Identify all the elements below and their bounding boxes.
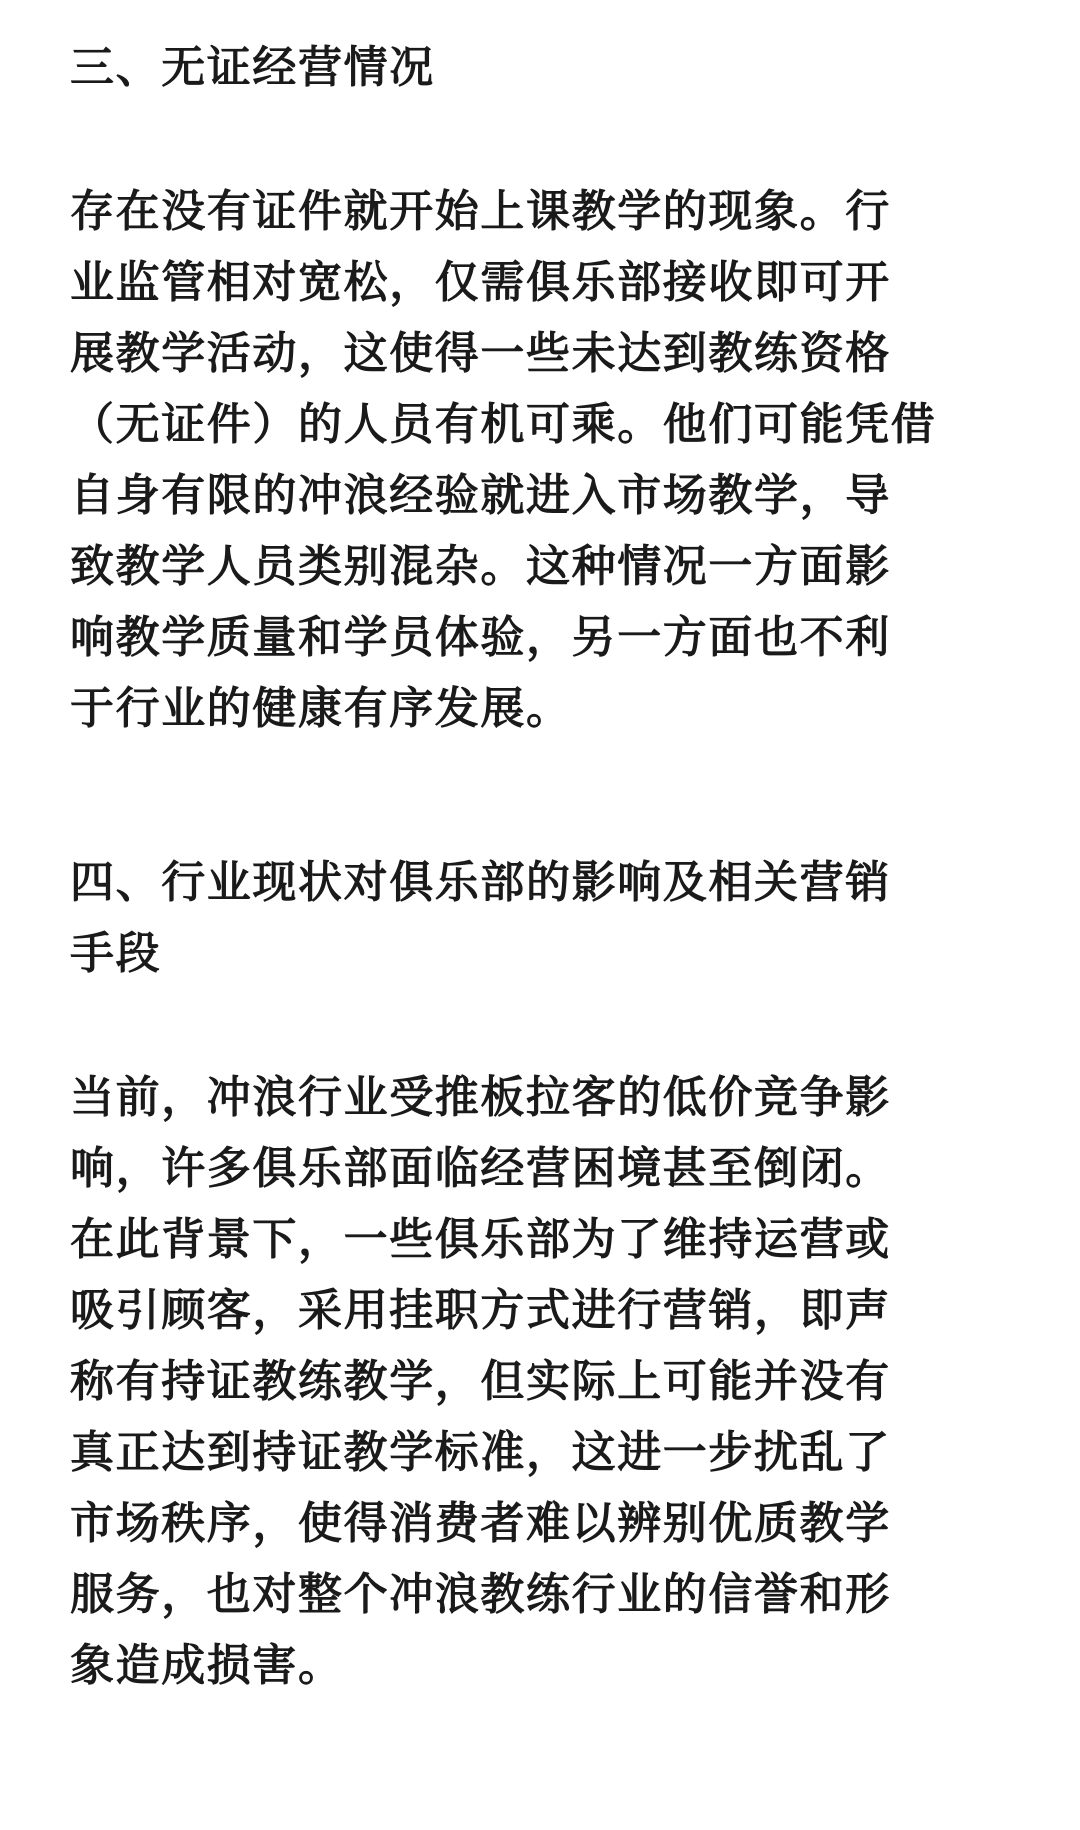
section4-heading-line: 四、行业现状对俱乐部的影响及相关营销 — [70, 857, 891, 908]
section4-paragraph-line: 称有持证教练教学，但实际上可能并没有 — [70, 1356, 891, 1407]
section3-paragraph-line: 业监管相对宽松，仅需俱乐部接收即可开 — [70, 257, 891, 308]
section4-paragraph-line: 象造成损害。 — [70, 1640, 344, 1691]
section3-paragraph-line: （无证件）的人员有机可乘。他们可能凭借 — [70, 399, 937, 450]
section3-heading: 三、无证经营情况 — [70, 42, 435, 93]
section4-paragraph-line: 响，许多俱乐部面临经营困境甚至倒闭。 — [70, 1143, 891, 1194]
section3-paragraph-line: 致教学人员类别混杂。这种情况一方面影 — [70, 541, 891, 592]
section3-paragraph-line: 自身有限的冲浪经验就进入市场教学，导 — [70, 470, 891, 521]
section4-heading-line: 手段 — [70, 928, 162, 979]
section4-paragraph-line: 真正达到持证教学标准，这进一步扰乱了 — [70, 1427, 891, 1478]
section4-paragraph-line: 吸引顾客，采用挂职方式进行营销，即声 — [70, 1285, 891, 1336]
section4-paragraph-line: 在此背景下，一些俱乐部为了维持运营或 — [70, 1214, 891, 1265]
section3-paragraph-line: 展教学活动，这使得一些未达到教练资格 — [70, 328, 891, 379]
section4-paragraph-line: 服务，也对整个冲浪教练行业的信誉和形 — [70, 1569, 891, 1620]
section4-paragraph-line: 市场秩序，使得消费者难以辨别优质教学 — [70, 1498, 891, 1549]
section3-paragraph-line: 响教学质量和学员体验，另一方面也不利 — [70, 612, 891, 663]
section3-paragraph-line: 存在没有证件就开始上课教学的现象。行 — [70, 186, 891, 237]
section4-paragraph-line: 当前，冲浪行业受推板拉客的低价竞争影 — [70, 1072, 891, 1123]
section3-paragraph-line: 于行业的健康有序发展。 — [70, 683, 572, 734]
